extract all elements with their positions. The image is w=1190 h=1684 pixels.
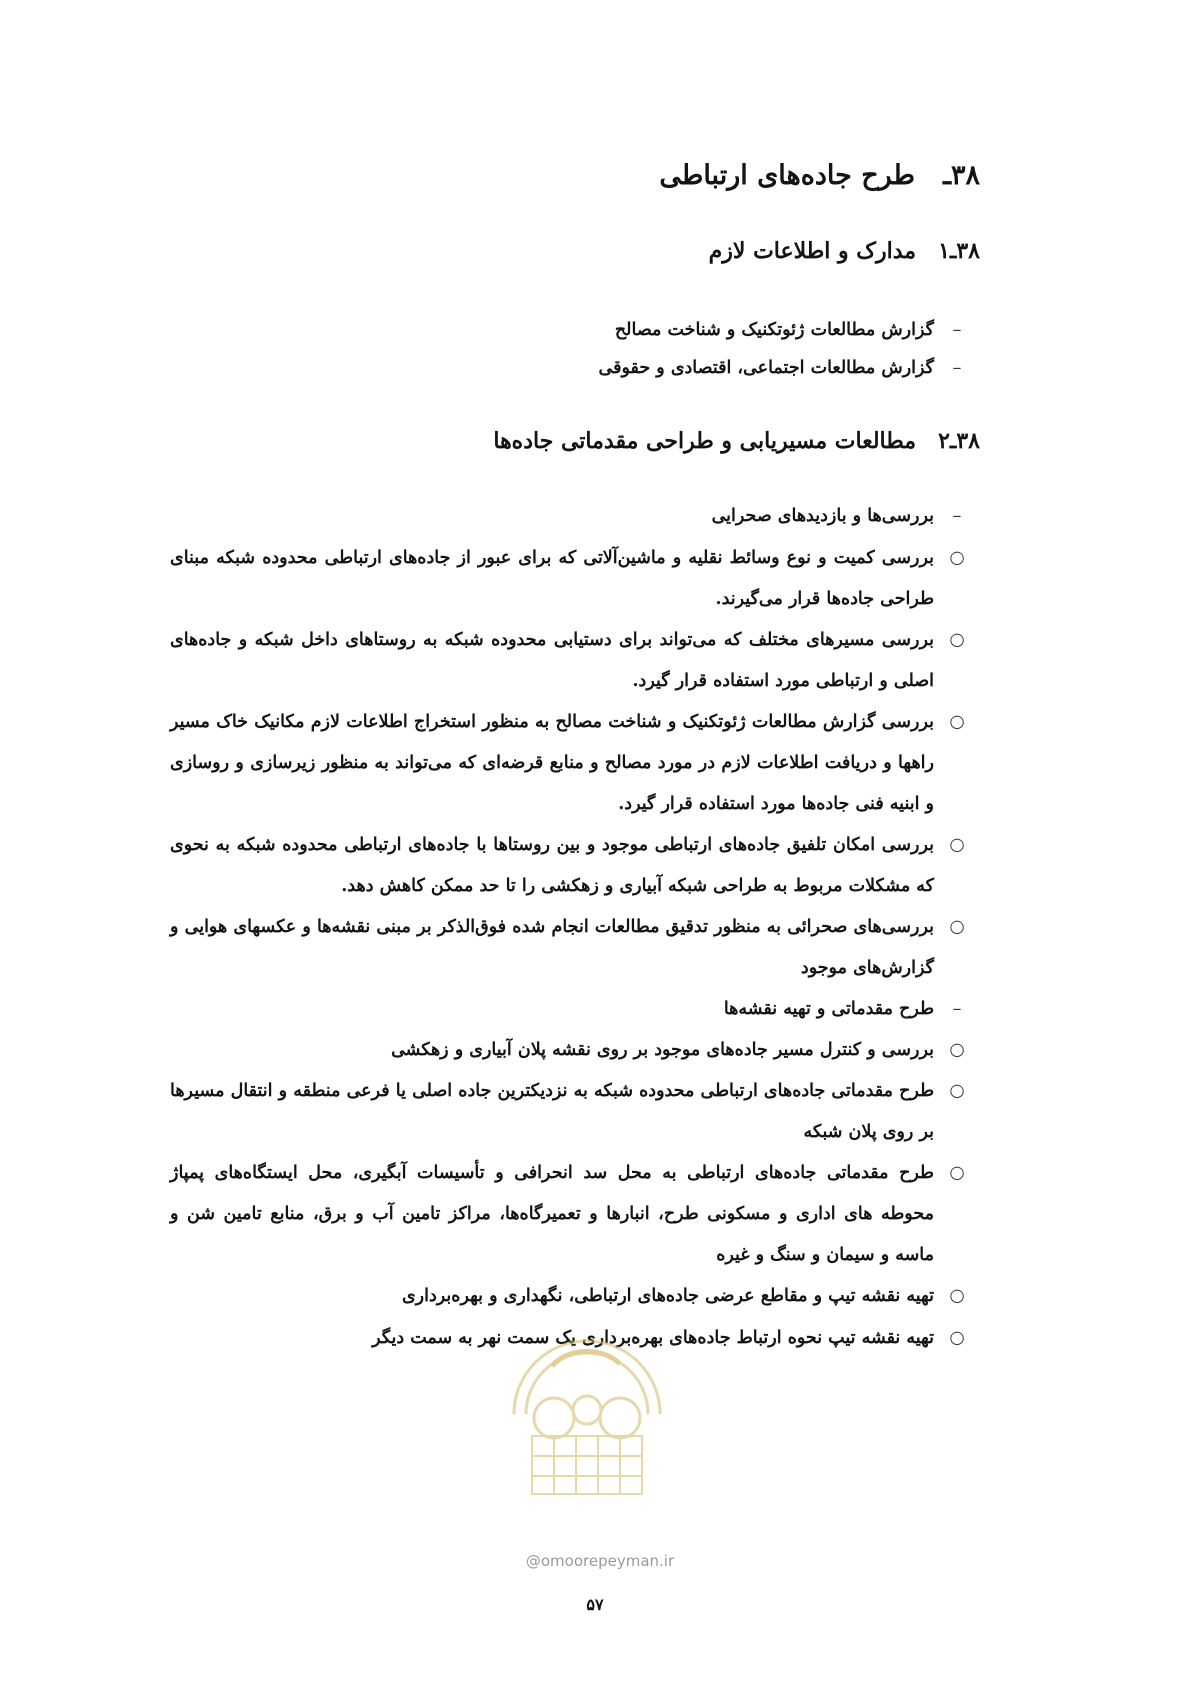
list-item-text: طرح مقدماتی جاده‌های ارتباطی محدوده شبکه به نزدیکترین جاده اصلی یا فرعی منطقه و انتقال مسیرها بر روی پلان شبکه bbox=[170, 1081, 934, 1142]
list-item bbox=[170, 348, 980, 389]
bullet-marker: ○ bbox=[949, 835, 965, 855]
list-item-text: بررسی گزارش مطالعات ژئوتکنیک و شناخت مصالح به منظور استخراج اطلاعات لازم مکانیک خاک مسیر راهها و دریافت اطلاعات لازم در مورد مصالح و منابع قرضه‌ای که می‌تواند به منظور زیرسازی و روسازی و ابنیه فنی جاده‌ها مورد استفاده قرار گیرد. bbox=[170, 712, 934, 814]
list-item-text: بررسی مسیرهای مختلف که می‌تواند برای دستیابی محدوده شبکه به روستاهای داخل شبکه و جاده‌های اصلی و ارتباطی مورد استفاده قرار گیرد. bbox=[170, 630, 934, 691]
list-item bbox=[170, 538, 980, 620]
subsection-number: ۳۸ـ۲ bbox=[938, 428, 980, 454]
dash-bullet: – bbox=[952, 320, 962, 340]
list-item-text: گزارش مطالعات اجتماعی، اقتصادی و حقوقی bbox=[598, 358, 934, 378]
page-number: ۵۷ bbox=[586, 1595, 604, 1614]
subsection-title: مطالعات مسیریابی و طراحی مقدماتی جاده‌ها bbox=[493, 428, 917, 454]
list-item bbox=[170, 989, 980, 1030]
bullet-marker: ○ bbox=[949, 1040, 965, 1060]
section-number: ۳۸ـ bbox=[943, 160, 980, 191]
list-item bbox=[170, 1071, 980, 1153]
bullet-marker: ○ bbox=[949, 1163, 965, 1183]
list-item-text: تهیه نقشه تیپ نحوه ارتباط جاده‌های بهره‌برداری یک سمت نهر به سمت دیگر bbox=[372, 1328, 934, 1348]
bullet-marker: ○ bbox=[949, 1328, 965, 1348]
list-item bbox=[170, 1276, 980, 1317]
list-item bbox=[170, 702, 980, 825]
list-item-text: بررسی و کنترل مسیر جاده‌های موجود بر روی نقشه پلان آبیاری و زهکشی bbox=[391, 1040, 934, 1060]
list-item bbox=[170, 1030, 980, 1071]
list-item-text: بررسی کمیت و نوع وسائط نقلیه و ماشین‌آلاتی که برای عبور از جاده‌های ارتباطی محدوده شبکه مبنای طراحی جاده‌ها قرار می‌گیرند. bbox=[170, 548, 934, 609]
list-item-text: بررسی‌ها و بازدیدهای صحرایی bbox=[711, 506, 934, 526]
bullet-marker: – bbox=[952, 999, 962, 1019]
bullet-marker: ○ bbox=[949, 630, 965, 650]
list-item-text: طرح مقدماتی و تهیه نقشه‌ها bbox=[723, 999, 934, 1019]
list-item bbox=[170, 620, 980, 702]
bullet-marker: ○ bbox=[949, 1286, 965, 1306]
subsection-heading-2 bbox=[493, 428, 980, 454]
list-item bbox=[170, 907, 980, 989]
bullet-marker: ○ bbox=[949, 1081, 965, 1101]
watermark-seal-icon bbox=[492, 1318, 682, 1508]
list-item-text: طرح مقدماتی جاده‌های ارتباطی به محل سد انحرافی و تأسیسات آبگیری، محل ایستگاه‌های پمپاژ محوطه های اداری و مسکونی طرح، انبارها و تعمیرگاه‌ها، مراکز تامین آب و برق، منابع تامین شن و ماسه و سیمان و سنگ و غیره bbox=[170, 1163, 934, 1265]
subsection-number: ۳۸ـ۱ bbox=[938, 238, 980, 264]
list-item-text: بررسی‌های صحرائی به منظور تدقیق مطالعات انجام شده فوق‌الذکر بر مبنی نقشه‌ها و عکسهای هوایی و گزارش‌های موجود bbox=[170, 917, 935, 978]
bullet-marker: ○ bbox=[949, 712, 965, 732]
watermark-url: @omoorepeyman.ir bbox=[525, 1552, 675, 1570]
bullet-marker: ○ bbox=[949, 548, 965, 568]
list-item bbox=[170, 1153, 980, 1276]
list-item bbox=[170, 310, 980, 351]
subsection-title: مدارک و اطلاعات لازم bbox=[708, 238, 917, 264]
section-heading bbox=[659, 160, 980, 191]
subsection-heading-1 bbox=[709, 238, 980, 264]
list-item bbox=[170, 496, 980, 537]
dash-bullet: – bbox=[952, 358, 962, 378]
bullet-marker: ○ bbox=[949, 917, 965, 937]
list-item-text: بررسی امکان تلفیق جاده‌های ارتباطی موجود و بین روستاها با جاده‌های ارتباطی محدوده شبکه به نحوی که مشکلات مربوط به طراحی شبکه آبیاری و زهکشی را تا حد ممکن کاهش دهد. bbox=[170, 835, 934, 896]
list-item-text: گزارش مطالعات ژئوتکنیک و شناخت مصالح bbox=[614, 320, 934, 340]
bullet-marker: – bbox=[952, 506, 962, 526]
list-item-text: تهیه نقشه تیپ و مقاطع عرضی جاده‌های ارتباطی، نگهداری و بهره‌برداری bbox=[401, 1286, 934, 1306]
section-title: طرح جاده‌های ارتباطی bbox=[659, 160, 916, 191]
list-item bbox=[170, 825, 980, 907]
